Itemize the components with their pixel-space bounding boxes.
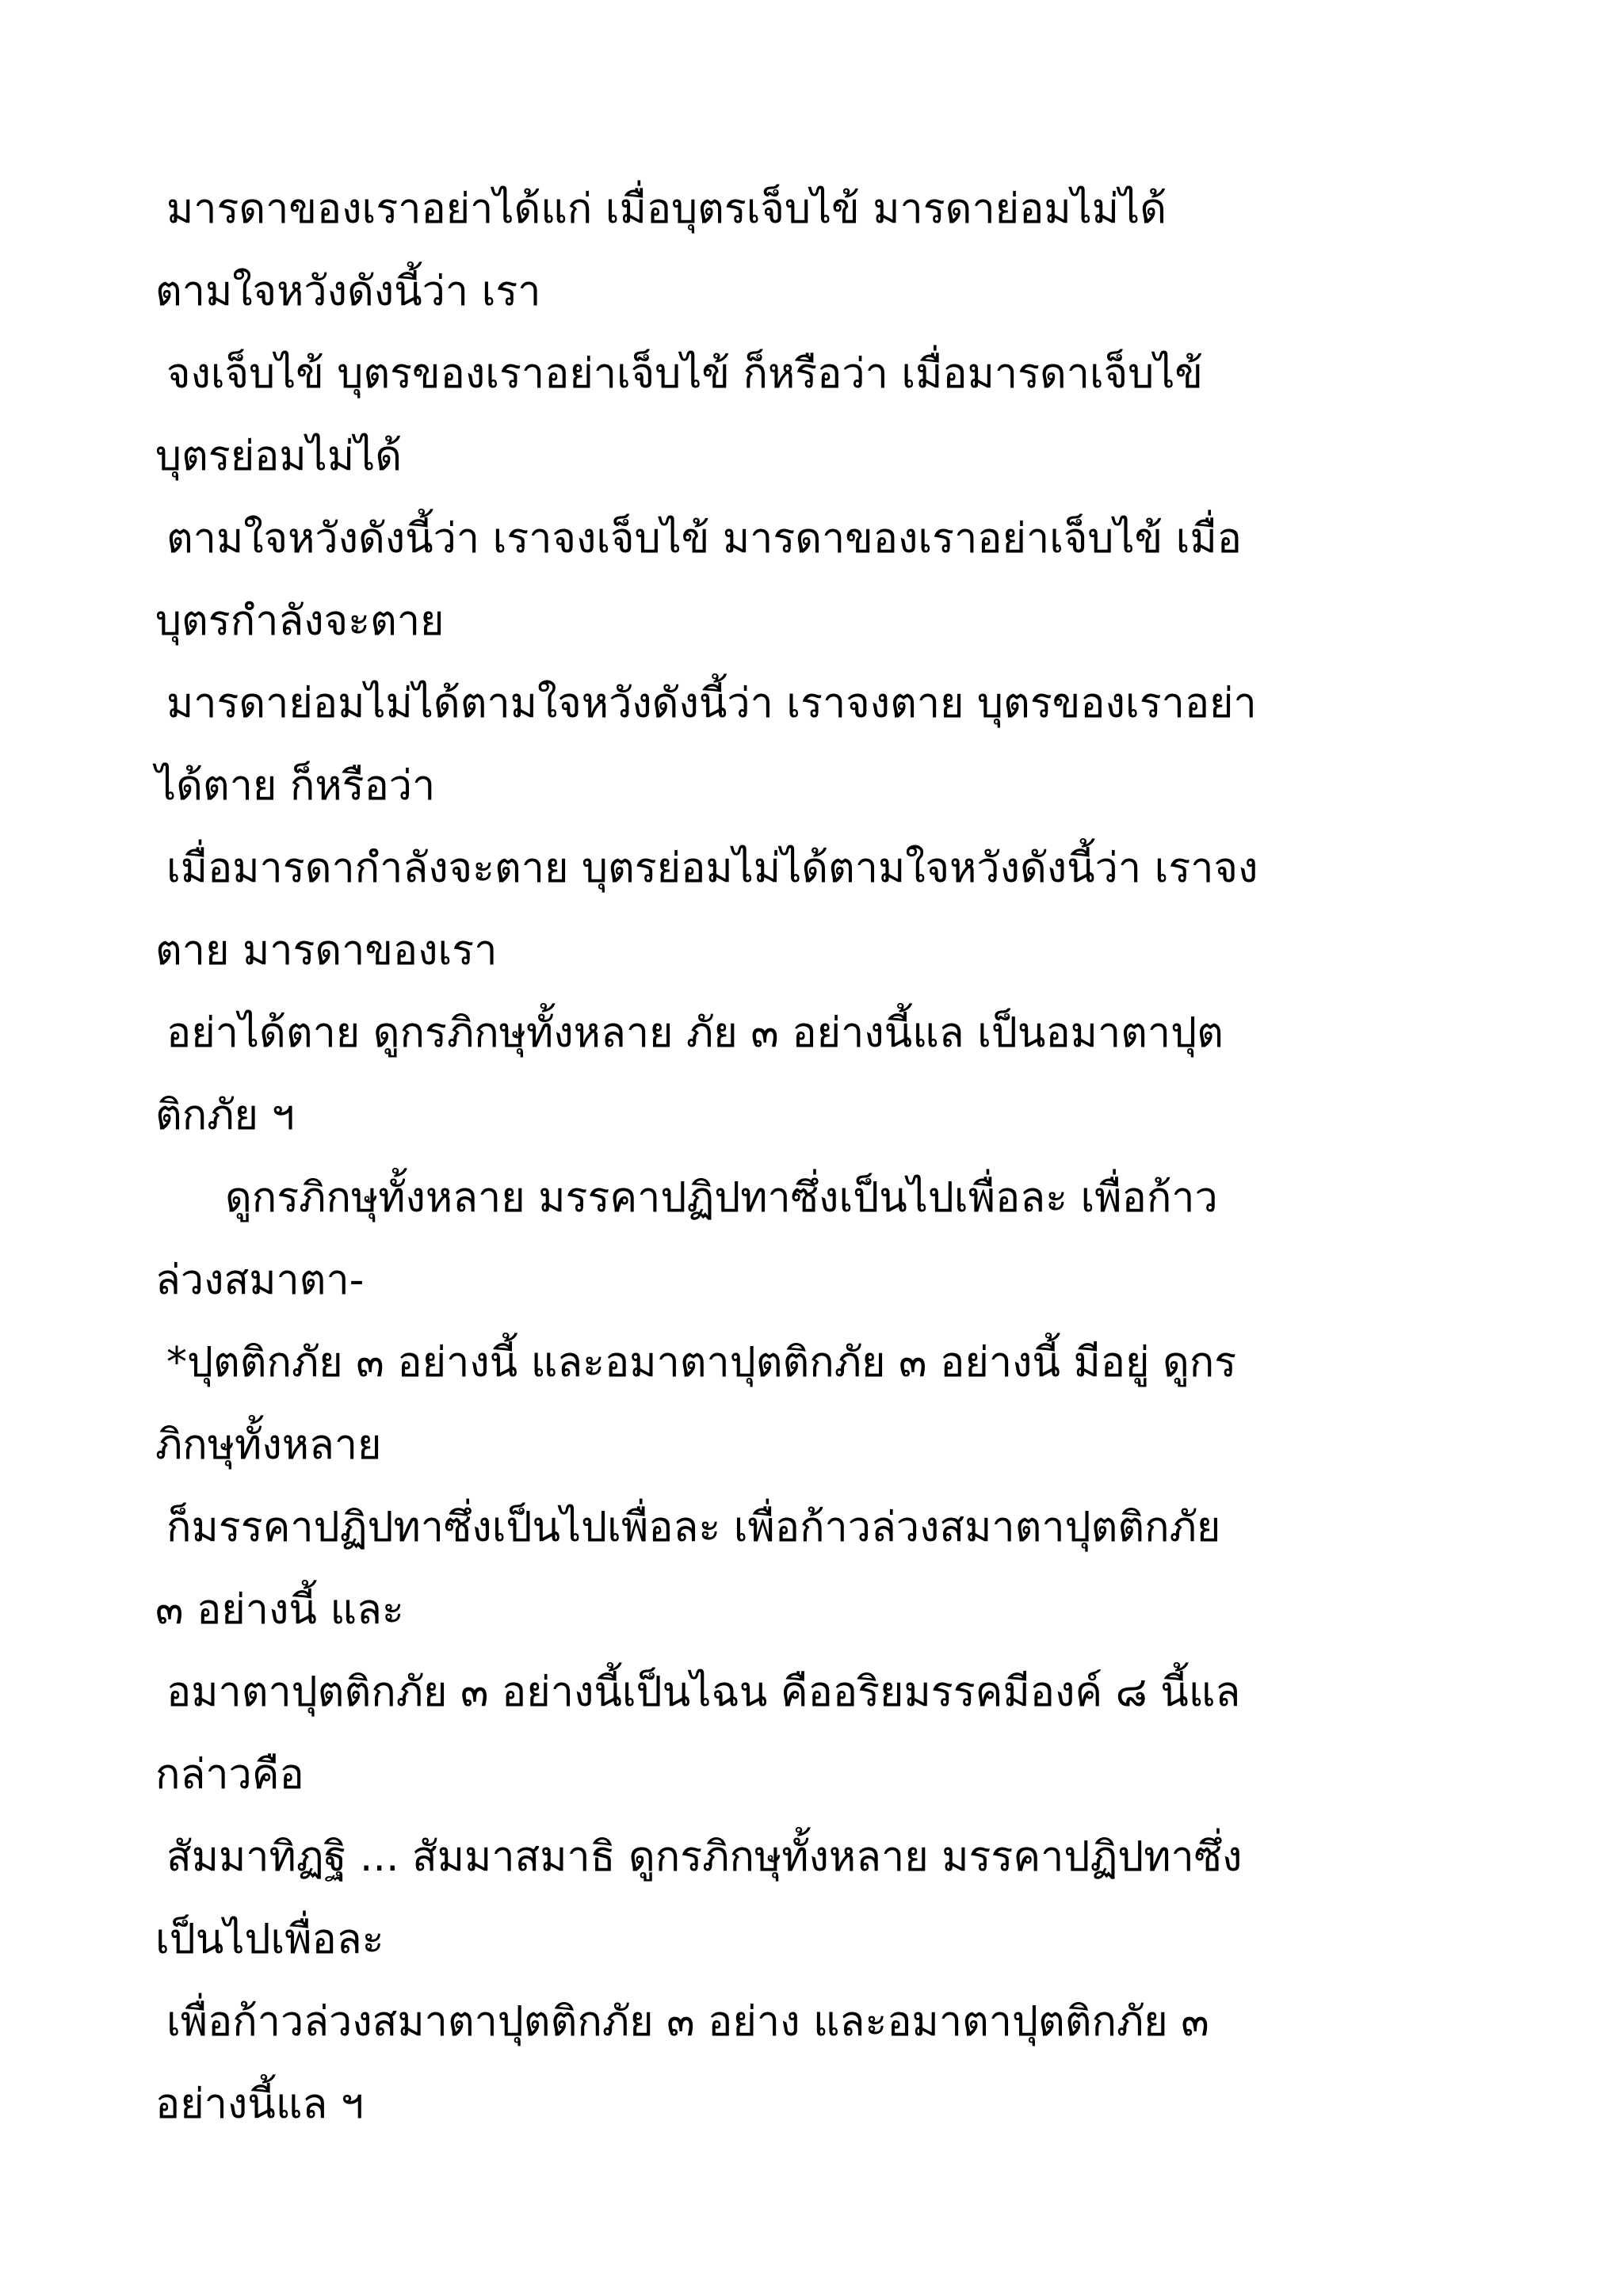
text-line: มารดาย่อมไม่ได้ตามใจหวังดังนี้ว่า เราจงตาย บุตรของเราอย่า (166, 680, 1257, 727)
text-line: เพื่อก้าวล่วงสมาตาปุตติกภัย ๓ อย่าง และอมาตาปุตติกภัย ๓ (166, 1998, 1209, 2046)
text-line: ก็มรรคาปฏิปทาซึ่งเป็นไปเพื่อละ เพื่อก้าวล่วงสมาตาปุตติกภัย (166, 1504, 1221, 1551)
text-line: บุตรกำลังจะตาย (155, 597, 445, 645)
text-line: ตามใจหวังดังนี้ว่า เรา (155, 268, 541, 315)
text-line: ภิกษุทั้งหลาย (155, 1421, 382, 1469)
text-line: ล่วงสมาตา- (155, 1257, 365, 1304)
text-line: อย่างนี้แล ฯ (155, 2081, 364, 2128)
text-line: อย่าได้ตาย ดูกรภิกษุทั้งหลาย ภัย ๓ อย่างนี้แล เป็นอมาตาปุต (166, 1009, 1224, 1057)
text-line: สัมมาทิฏฐิ ... สัมมาสมาธิ ดูกรภิกษุทั้งหลาย มรรคาปฏิปทาซึ่ง (166, 1833, 1243, 1881)
text-line: ตาย มารดาของเรา (155, 927, 498, 974)
text-line: *ปุตติกภัย ๓ อย่างนี้ และอมาตาปุตติกภัย ๓ อย่างนี้ มีอยู่ ดูกร (166, 1339, 1237, 1386)
text-line: เมื่อมารดากำลังจะตาย บุตรย่อมไม่ได้ตามใจหวังดังนี้ว่า เราจง (166, 845, 1258, 892)
text-line: อมาตาปุตติกภัย ๓ อย่างนี้เป็นไฉน คืออริยมรรคมีองค์ ๘ นี้แล (166, 1669, 1241, 1716)
text-line: มารดาของเราอย่าได้แก่ เมื่อบุตรเจ็บไข้ มารดาย่อมไม่ได้ (166, 185, 1167, 233)
text-line: จงเจ็บไข้ บุตรของเราอย่าเจ็บไข้ ก็หรือว่า เมื่อมารดาเจ็บไข้ (166, 350, 1203, 398)
body-text (155, 168, 1503, 2145)
text-line: กล่าวคือ (155, 1751, 304, 1798)
text-line: ติกภัย ฯ (155, 1092, 295, 1139)
text-line: บุตรย่อมไม่ได้ (155, 433, 403, 480)
text-line: ดูกรภิกษุทั้งหลาย มรรคาปฏิปทาซึ่งเป็นไปเพื่อละ เพื่อก้าว (225, 1174, 1218, 1222)
text-line: เป็นไปเพื่อละ (155, 1916, 384, 1963)
text-line: ได้ตาย ก็หรือว่า (155, 762, 436, 810)
text-line: ๓ อย่างนี้ และ (155, 1586, 404, 1634)
text-line: ตามใจหวังดังนี้ว่า เราจงเจ็บไข้ มารดาของเราอย่าเจ็บไข้ เมื่อ (166, 515, 1242, 563)
